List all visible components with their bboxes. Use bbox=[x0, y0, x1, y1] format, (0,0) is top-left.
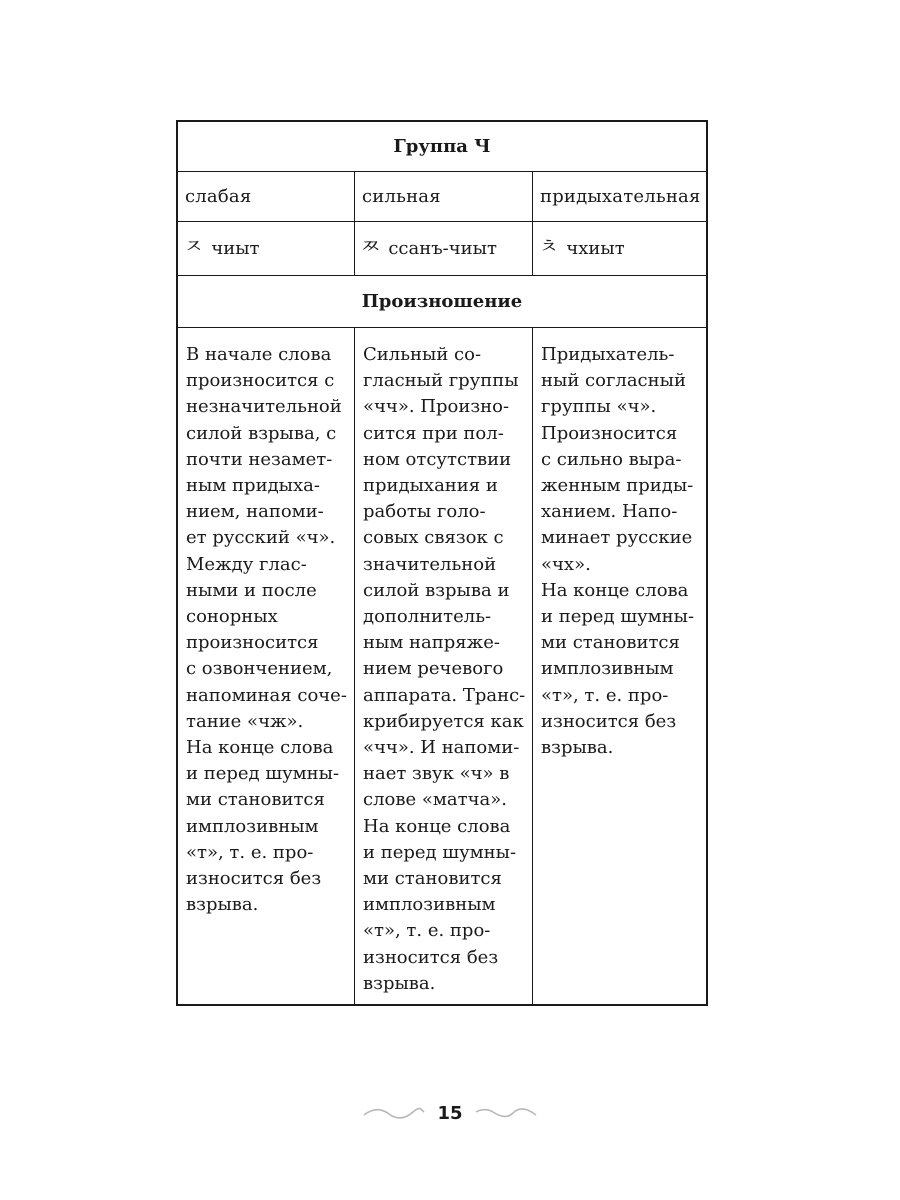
jamo-glyph: ㅊ bbox=[539, 234, 559, 258]
description-line: Сильный со- bbox=[363, 344, 482, 365]
description-line: «т», т. е. про- bbox=[363, 920, 491, 942]
description-line: работы голо- bbox=[363, 501, 486, 523]
description-line: износится без bbox=[363, 946, 499, 968]
description-line: В начале слова bbox=[186, 344, 332, 365]
description-line: нием, напоми- bbox=[186, 501, 324, 523]
description-line: незначительной bbox=[186, 396, 342, 418]
description-line: произносится bbox=[186, 632, 319, 654]
description-line: ми становится bbox=[363, 868, 502, 890]
description-line: и перед шумны- bbox=[186, 763, 340, 785]
description-line: ми становится bbox=[186, 789, 325, 811]
description-line: почти незамет- bbox=[186, 448, 333, 470]
description-line: тание «чж». bbox=[186, 710, 304, 732]
section-heading-row bbox=[178, 276, 706, 328]
jamo-glyph: ㅉ bbox=[361, 234, 381, 258]
description-line: совых связок с bbox=[363, 527, 504, 549]
description-line: напоминая соче- bbox=[186, 684, 347, 706]
description-line: и перед шумны- bbox=[541, 606, 695, 628]
description-line: минает русские bbox=[541, 527, 693, 549]
type-label-row bbox=[178, 172, 706, 222]
description-line: женным приды- bbox=[541, 475, 694, 497]
wave-ornament-right-icon bbox=[475, 1106, 537, 1120]
description-line: придыхания и bbox=[363, 475, 498, 497]
description-line: ным напряже- bbox=[363, 632, 500, 654]
page-footer bbox=[0, 1098, 900, 1128]
table-title: Группа Ч bbox=[393, 136, 491, 157]
description-line: силой взрыва и bbox=[363, 579, 510, 601]
consonant-table bbox=[176, 120, 708, 1006]
description-line: имплозивным bbox=[186, 815, 319, 837]
letter-row bbox=[178, 222, 706, 276]
section-heading: Произношение bbox=[361, 291, 523, 312]
description-line: На конце слова bbox=[186, 737, 334, 759]
description-line: имплозивным bbox=[541, 658, 674, 680]
jamo-glyph: ㅈ bbox=[184, 234, 204, 258]
description-line: сонорных bbox=[186, 606, 278, 628]
letter-cell-strong bbox=[354, 222, 532, 275]
description-aspirated bbox=[532, 328, 706, 1004]
table-title-row bbox=[178, 122, 706, 172]
description-line: произносится с bbox=[186, 370, 335, 392]
description-weak bbox=[178, 328, 354, 1004]
description-line: группы «ч». bbox=[541, 396, 657, 418]
description-line: износится без bbox=[186, 868, 322, 890]
page-number: 15 bbox=[437, 1102, 463, 1124]
description-line: ет русский «ч». bbox=[186, 527, 336, 549]
description-line: нает звук «ч» в bbox=[363, 763, 510, 785]
description-strong bbox=[354, 328, 532, 1004]
description-line: взрыва. bbox=[541, 737, 614, 759]
description-line: аппарата. Транс- bbox=[363, 684, 526, 706]
description-line: «т», т. е. про- bbox=[541, 684, 669, 706]
description-line: взрыва. bbox=[186, 894, 259, 916]
description-line: гласный группы bbox=[363, 370, 519, 392]
description-line: и перед шумны- bbox=[363, 841, 517, 863]
description-line: ми становится bbox=[541, 632, 680, 654]
description-line: слове «матча». bbox=[363, 789, 507, 811]
description-line: На конце слова bbox=[363, 815, 511, 837]
description-line: «чх». bbox=[541, 553, 591, 575]
description-row bbox=[178, 328, 706, 1004]
description-line: Придыхатель- bbox=[541, 344, 675, 365]
letter-cell-weak bbox=[178, 222, 354, 275]
letter-name: чиыт bbox=[211, 238, 260, 259]
label-weak: слабая bbox=[185, 186, 252, 207]
label-strong: сильная bbox=[354, 172, 532, 221]
description-line: ханием. Напо- bbox=[541, 501, 678, 523]
description-line: взрыва. bbox=[363, 972, 436, 994]
description-line: износится без bbox=[541, 710, 677, 732]
description-line: нием речевого bbox=[363, 658, 504, 680]
description-line: значительной bbox=[363, 553, 497, 575]
description-line: с озвончением, bbox=[186, 658, 333, 680]
description-line: «чч». И напоми- bbox=[363, 737, 520, 759]
description-line: На конце слова bbox=[541, 579, 689, 601]
description-line: ный согласный bbox=[541, 370, 686, 392]
letter-name: ссанъ-чиыт bbox=[388, 238, 497, 259]
description-line: ном отсутствии bbox=[363, 448, 512, 470]
description-line: крибируется как bbox=[363, 710, 524, 732]
description-line: силой взрыва, с bbox=[186, 422, 337, 444]
letter-cell-aspirated bbox=[532, 222, 706, 275]
description-line: ными и после bbox=[186, 579, 317, 601]
description-line: сится при пол- bbox=[363, 422, 504, 444]
description-line: «чч». Произно- bbox=[363, 396, 510, 418]
description-line: Произносится bbox=[541, 422, 678, 444]
description-line: ным придыха- bbox=[186, 475, 320, 497]
description-line: дополнитель- bbox=[363, 606, 492, 628]
letter-name: чхиыт bbox=[566, 238, 625, 259]
description-line: имплозивным bbox=[363, 894, 496, 916]
description-line: Между глас- bbox=[186, 553, 307, 575]
description-line: «т», т. е. про- bbox=[186, 841, 314, 863]
wave-ornament-left-icon bbox=[363, 1106, 425, 1120]
label-aspirated: придыхательная bbox=[532, 172, 706, 221]
description-line: с сильно выра- bbox=[541, 448, 682, 470]
